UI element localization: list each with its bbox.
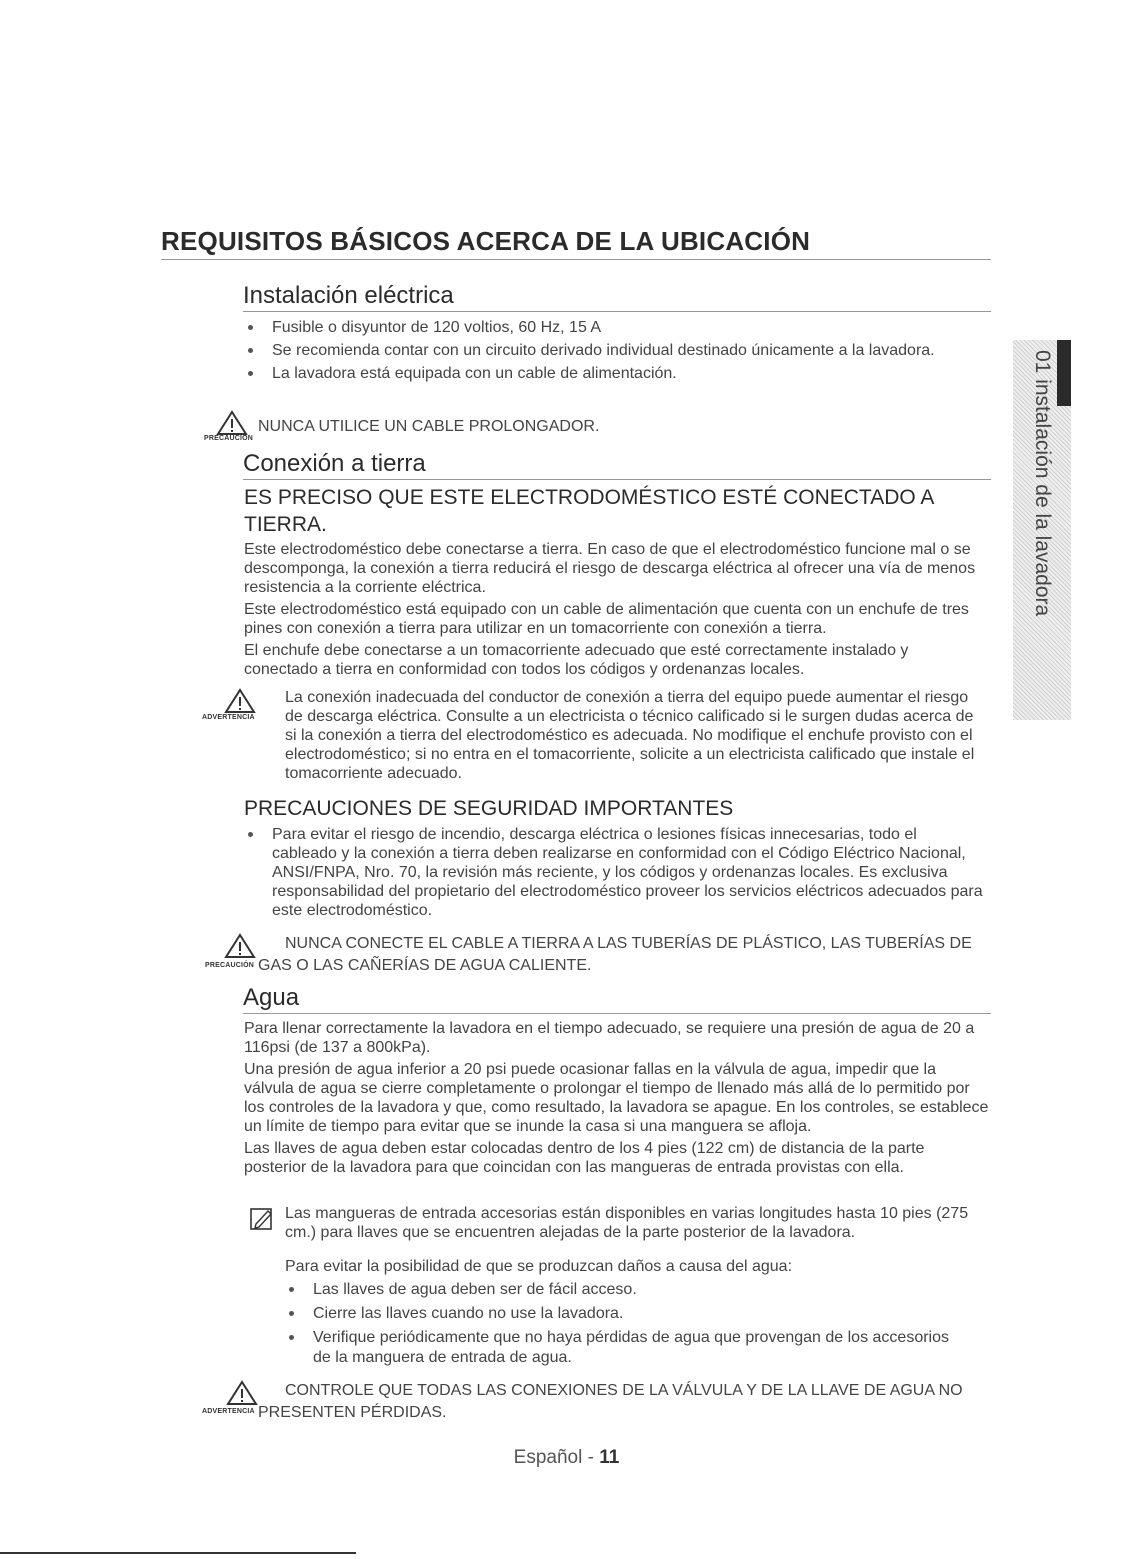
- list-item: Fusible o disyuntor de 120 voltios, 60 Hz, 15 A: [244, 318, 944, 337]
- grounding-heading: ES PRECISO QUE ESTE ELECTRODOMÉSTICO ESTÉ CONECTADO A TIERRA.: [244, 486, 934, 536]
- water-note-text: Las mangueras de entrada accesorias están disponibles en varias longitudes hasta 10 pies (275 cm.) para llaves que se encuentren alejadas de la parte posterior de la lavadora.: [285, 1205, 969, 1241]
- safety-bullet-list: [244, 825, 986, 920]
- page-title: REQUISITOS BÁSICOS ACERCA DE LA UBICACIÓN: [161, 226, 991, 260]
- caution-text: NUNCA UTILICE UN CABLE PROLONGADOR.: [258, 418, 600, 435]
- warning-label: ADVERTENCIA: [202, 714, 255, 721]
- paragraph: El enchufe debe conectarse a un tomacorriente adecuado que esté correctamente instalado y conectado a tierra en conformidad con todos los códigos y ordenanzas locales.: [244, 642, 909, 678]
- electrical-bullet-list: [244, 318, 944, 383]
- list-item: Las llaves de agua deben ser de fácil acceso.: [285, 1280, 965, 1300]
- water-prevent-list: [285, 1280, 965, 1368]
- section-title-grounding: Conexión a tierra: [243, 450, 991, 480]
- list-item: Se recomienda contar con un circuito derivado individual destinado únicamente a la lavadora.: [244, 341, 944, 360]
- bottom-rule: [0, 1552, 356, 1554]
- footer-language: Español -: [513, 1447, 600, 1468]
- warning-triangle-icon: [226, 1380, 258, 1406]
- safety-heading: PRECAUCIONES DE SEGURIDAD IMPORTANTES: [244, 797, 734, 820]
- caution-label: PRECAUCIÓN: [204, 435, 254, 442]
- grounding-paragraphs: [244, 540, 986, 679]
- list-item: La lavadora está equipada con un cable de alimentación.: [244, 364, 944, 383]
- section-title-water: Agua: [243, 984, 991, 1014]
- water-warning-text: CONTROLE QUE TODAS LAS CONEXIONES DE LA VÁLVULA Y DE LA LLAVE DE AGUA NO PRESENTEN PÉRDIDAS.: [258, 1382, 963, 1421]
- water-paragraphs: [244, 1019, 989, 1177]
- section-title-electrical: Instalación eléctrica: [243, 282, 991, 312]
- paragraph: Una presión de agua inferior a 20 psi puede ocasionar fallas en la válvula de agua, impedir que la válvula de agua se cierre completamente o prolongar el tiempo de llenado más allá de lo permitido por los controles de la lavadora y que, como resultado, la lavadora se apague. En los controles, se establece un límite de tiempo para evitar que se inunde la casa si una manguera se afloja.: [244, 1061, 989, 1135]
- grounding-caution-text: NUNCA CONECTE EL CABLE A TIERRA A LAS TUBERÍAS DE PLÁSTICO, LAS TUBERÍAS DE GAS O LAS CAÑERÍAS DE AGUA CALIENTE.: [258, 935, 972, 974]
- note-badge: [249, 1206, 275, 1237]
- warning-triangle-icon: [224, 688, 256, 714]
- warning-triangle-icon: [224, 933, 256, 959]
- warning-label: ADVERTENCIA: [202, 1408, 255, 1415]
- page-number: 11: [599, 1447, 620, 1468]
- paragraph: Las llaves de agua deben estar colocadas dentro de los 4 pies (122 cm) de distancia de la parte posterior de la lavadora para que coincidan con las mangueras de entrada provistas con ella.: [244, 1140, 925, 1176]
- caution-badge: [224, 933, 256, 964]
- paragraph: Para llenar correctamente la lavadora en el tiempo adecuado, se requiere una presión de agua de 20 a 116psi (de 137 a 800kPa).: [244, 1020, 975, 1056]
- list-item: Para evitar el riesgo de incendio, descarga eléctrica o lesiones físicas innecesarias, todo el cableado y la conexión a tierra deben realizarse en conformidad con el Código Eléctrico Nacional, ANSI/FNPA, Nro. 70, la revisión más reciente, y los códigos y ordenanzas locales. Es exclusiva responsabilidad del propietario del electrodoméstico proveer los servicios eléctricos adecuados para este electrodoméstico.: [244, 825, 986, 920]
- grounding-warning-text: La conexión inadecuada del conductor de conexión a tierra del equipo puede aumentar el riesgo de descarga eléctrica. Consulte a un electricista o técnico calificado si le surgen dudas acerca de si la conexión a tierra del electrodoméstico es adecuada. No modifique el enchufe provisto con el electrodoméstico; si no entra en el tomacorriente, solicite a un electricista calificado que instale el tomacorriente adecuado.: [285, 689, 975, 782]
- page-footer: [0, 1447, 1133, 1469]
- warning-triangle-icon: [216, 410, 248, 436]
- note-icon: [249, 1206, 275, 1232]
- paragraph: Este electrodoméstico está equipado con un cable de alimentación que cuenta con un enchufe de tres pines con conexión a tierra para utilizar en un tomacorriente con conexión a tierra.: [244, 601, 969, 637]
- chapter-side-tab-label: 01 instalación de la lavadora: [1031, 350, 1054, 617]
- chapter-side-tab-marker: [1057, 340, 1071, 406]
- list-item: Cierre las llaves cuando no use la lavadora.: [285, 1304, 965, 1324]
- paragraph: Este electrodoméstico debe conectarse a tierra. En caso de que el electrodoméstico funcione mal o se descomponga, la conexión a tierra reducirá el riesgo de descarga eléctrica al ofrecer una vía de menos resistencia a la corriente eléctrica.: [244, 541, 976, 596]
- warning-badge: [226, 1380, 258, 1411]
- water-prevent-intro: Para evitar la posibilidad de que se produzcan daños a causa del agua:: [285, 1258, 793, 1275]
- caution-label: PRECAUCIÓN: [205, 962, 255, 969]
- list-item: Verifique periódicamente que no haya pérdidas de agua que provengan de los accesorios de la manguera de entrada de agua.: [285, 1328, 965, 1368]
